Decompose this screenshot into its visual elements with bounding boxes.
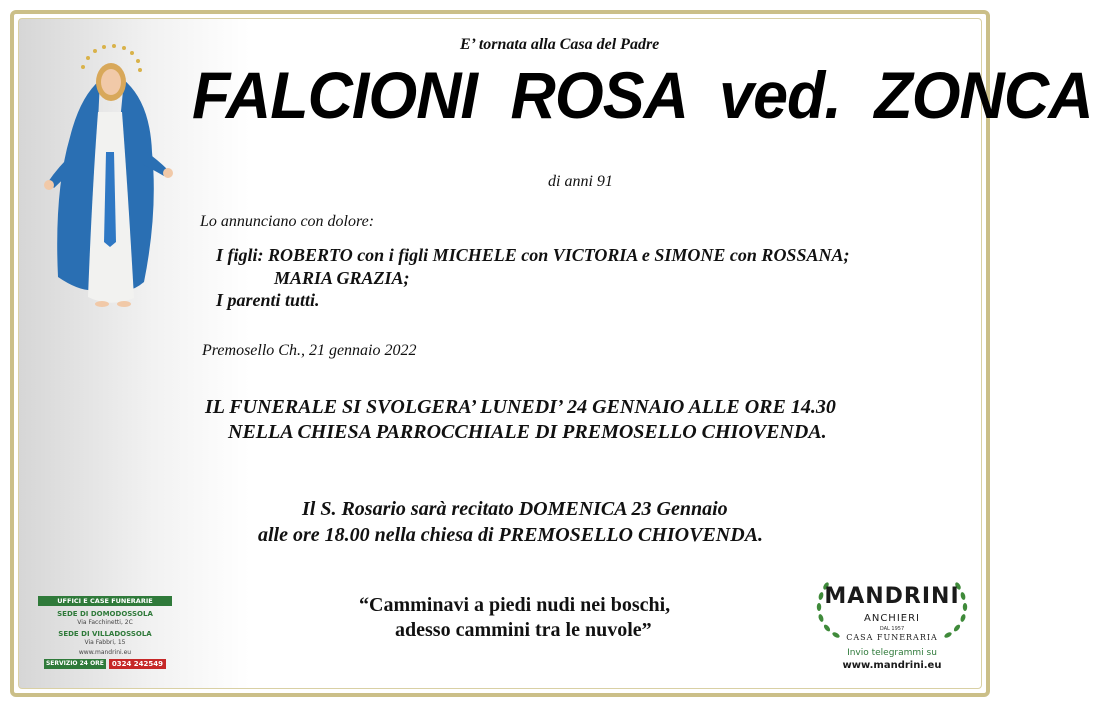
announce-text: Lo annunciano con dolore:	[200, 213, 375, 230]
mandrini-logo	[812, 574, 972, 670]
office-sede: SEDE DI VILLADOSSOLA	[58, 630, 152, 638]
brand-name: MANDRINI	[824, 584, 960, 609]
intro-text: E’ tornata alla Casa del Padre	[460, 36, 660, 53]
funeral-line: NELLA CHIESA PARROCCHIALE DI PREMOSELLO CHIOVENDA.	[228, 421, 827, 443]
rosario-line: alle ore 18.00 nella chiesa di PREMOSELLO CHIOVENDA.	[258, 524, 764, 546]
deceased-name: FALCIONI ROSA ved. ZONCA	[192, 58, 1093, 132]
office-address: Via Facchinetti, 2C	[77, 619, 133, 626]
phone-number: 0324 242549	[109, 659, 166, 669]
office-sede: SEDE DI DOMODOSSOLA	[57, 610, 153, 618]
service-badge: SERVIZIO 24 ORE	[45, 660, 104, 667]
brand-casa: CASA FUNERARIA	[846, 633, 938, 642]
brand-subtitle: ANCHIERI	[864, 613, 920, 624]
place-date: Premosello Ch., 21 gennaio 2022	[202, 342, 417, 359]
family-line: MARIA GRAZIA;	[274, 268, 410, 288]
office-website: www.mandrini.eu	[78, 649, 132, 656]
office-header: UFFICI E CASE FUNERARIE	[38, 596, 172, 606]
brand-website: www.mandrini.eu	[842, 660, 942, 671]
quote-line: “Camminavi a piedi nudi nei boschi,	[359, 594, 671, 616]
funeral-office-info	[38, 596, 172, 669]
madonna-image	[40, 42, 175, 314]
age-text: di anni 91	[548, 173, 613, 190]
brand-year: DAL 1957	[879, 626, 905, 632]
family-line: I parenti tutti.	[216, 290, 320, 310]
office-contact-bar	[38, 659, 172, 669]
quote-line: adesso cammini tra le nuvole”	[395, 619, 652, 641]
brand-telegram: Invio telegrammi su	[847, 648, 937, 658]
rosario-line: Il S. Rosario sarà recitato DOMENICA 23 Gennaio	[302, 498, 728, 520]
family-line: I figli: ROBERTO con i figli MICHELE con VICTORIA e SIMONE con ROSSANA;	[216, 245, 850, 265]
funeral-line: IL FUNERALE SI SVOLGERA’ LUNEDI’ 24 GENNAIO ALLE ORE 14.30	[205, 396, 836, 418]
office-address: Via Fabbri, 15	[84, 639, 126, 646]
